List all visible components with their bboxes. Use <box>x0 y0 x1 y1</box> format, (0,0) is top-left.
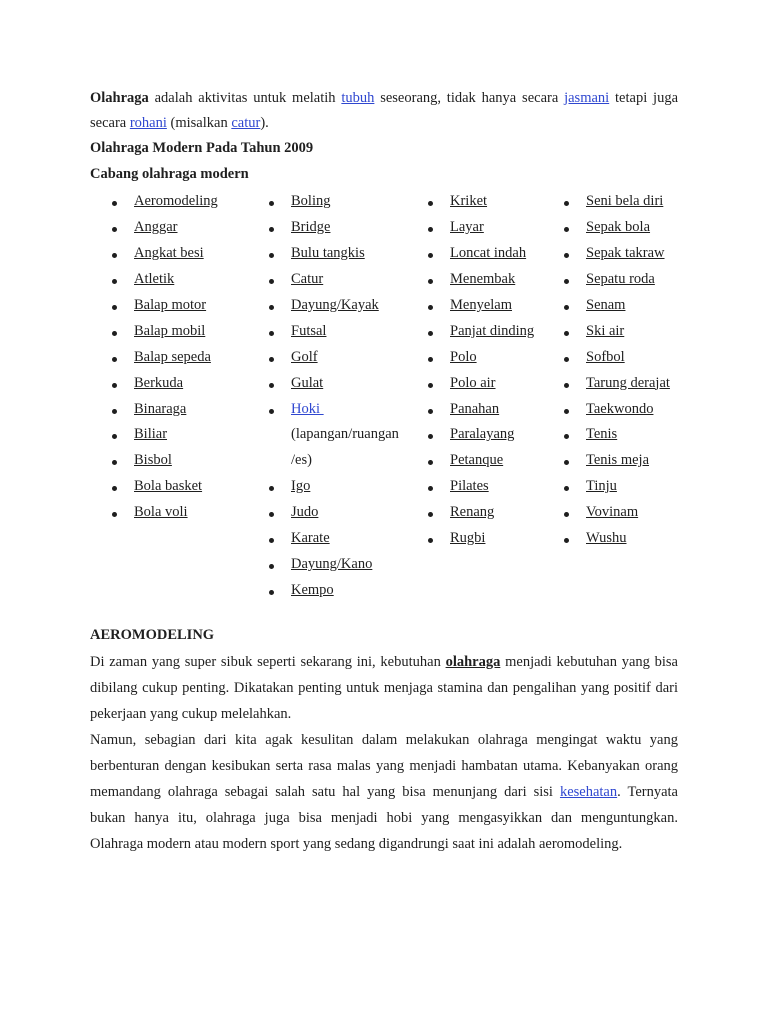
sport-list-item <box>450 526 534 552</box>
sport-link-sepatu-roda[interactable]: Sepatu roda <box>586 270 655 287</box>
sport-link-vovinam[interactable]: Vovinam <box>586 504 639 521</box>
sport-list-item <box>291 474 399 500</box>
sport-link-bola-voli[interactable]: Bola voli <box>134 504 188 521</box>
sports-column-1 <box>134 189 218 526</box>
text-run: bukan hanya itu, olahraga juga bisa menjadi hobi yang mengasyikkan dan menguntungkan. <box>90 810 678 826</box>
sport-list-item <box>134 397 218 423</box>
sport-link-menyelam[interactable]: Menyelam <box>450 296 513 313</box>
sport-list-item <box>134 189 218 215</box>
text-run: pekerjaan yang cukup melelahkan. <box>90 706 292 722</box>
sport-link-paralayang[interactable]: Paralayang <box>450 426 515 443</box>
sports-column-2 <box>291 189 399 604</box>
sport-link-biliar[interactable]: Biliar <box>134 426 168 443</box>
sport-list-item <box>586 189 670 215</box>
sport-list-item <box>291 319 399 345</box>
sport-link-balap-mobil[interactable]: Balap mobil <box>134 322 206 339</box>
bullet-dot-icon <box>428 538 433 543</box>
sport-list-item <box>586 267 670 293</box>
sport-link-gulat[interactable]: Gulat <box>291 374 324 391</box>
sport-list-item <box>450 397 534 423</box>
sport-list-item <box>586 448 670 474</box>
bullet-dot-icon <box>269 564 274 569</box>
bullet-dot-icon <box>428 512 433 517</box>
bullet-dot-icon <box>112 253 117 258</box>
text-line <box>90 805 678 831</box>
bullet-dot-icon <box>269 512 274 517</box>
sport-list-item <box>291 526 399 552</box>
text-run: berbenturan dengan kesibukan serta rasa malas yang menjadi hambatan utama. Kebanyakan orang <box>90 758 678 774</box>
sport-list-item <box>450 422 534 448</box>
text-line <box>90 111 678 136</box>
sport-list-item <box>450 189 534 215</box>
sport-list-item <box>291 552 399 578</box>
sport-list-item <box>450 448 534 474</box>
sport-link-menembak[interactable]: Menembak <box>450 270 516 287</box>
sport-link-pilates[interactable]: Pilates <box>450 478 489 495</box>
sport-list-item <box>586 293 670 319</box>
sport-link-boling[interactable]: Boling <box>291 193 331 209</box>
sport-list-item <box>134 267 218 293</box>
text-line <box>90 727 678 753</box>
sport-link-berkuda[interactable]: Berkuda <box>134 374 184 391</box>
body-paragraph <box>90 727 678 857</box>
sport-list-item <box>291 500 399 526</box>
sport-link-ski-air[interactable]: Ski air <box>586 322 625 339</box>
sport-list-item <box>586 500 670 526</box>
link-jasmani[interactable]: jasmani <box>564 90 610 106</box>
bullet-dot-icon <box>428 357 433 362</box>
sport-link-layar[interactable]: Layar <box>450 218 484 235</box>
text-run: (misalkan <box>166 115 232 131</box>
emphasized-term: olahraga <box>445 654 501 670</box>
aeromodeling-heading: AEROMODELING <box>90 627 215 643</box>
sport-link-bisbol[interactable]: Bisbol <box>134 452 172 469</box>
bullet-dot-icon <box>112 305 117 310</box>
sport-list-item <box>291 345 399 371</box>
sport-link-senam[interactable]: Senam <box>586 296 626 313</box>
bullet-dot-icon <box>428 434 433 439</box>
bullet-dot-icon <box>428 253 433 258</box>
bullet-dot-icon <box>428 305 433 310</box>
sport-link-sofbol[interactable]: Sofbol <box>586 348 625 365</box>
sport-list-item <box>291 215 399 241</box>
text-run: adalah aktivitas untuk melatih <box>148 90 342 106</box>
sport-link-aeromodeling[interactable]: Aeromodeling <box>134 193 218 209</box>
sport-link-sepak-takraw[interactable]: Sepak takraw <box>586 244 665 261</box>
bullet-dot-icon <box>428 279 433 284</box>
sport-list-item <box>586 371 670 397</box>
sport-list-item <box>134 371 218 397</box>
link-tubuh[interactable]: tubuh <box>341 90 375 106</box>
text-line <box>90 675 678 701</box>
sport-list-item <box>586 422 670 448</box>
sport-link-kempo[interactable]: Kempo <box>291 582 334 599</box>
sport-list-item <box>586 397 670 423</box>
sport-link-polo[interactable]: Polo <box>450 348 477 365</box>
sport-list-item <box>586 319 670 345</box>
text-run: tetapi juga <box>609 90 678 106</box>
link-rohani[interactable]: rohani <box>129 115 167 131</box>
bullet-dot-icon <box>564 305 569 310</box>
bullet-dot-icon <box>564 409 569 414</box>
sport-link-tenis-meja[interactable]: Tenis meja <box>586 452 650 469</box>
sport-list-item <box>291 371 399 397</box>
text-run: Namun, sebagian dari kita agak kesulitan dalam melakukan olahraga mengingat waktu yang <box>90 732 678 748</box>
sport-link-polo-air[interactable]: Polo air <box>450 374 496 391</box>
sport-list-item <box>134 293 218 319</box>
bullet-dot-icon <box>564 227 569 232</box>
sport-link-tenis[interactable]: Tenis <box>586 426 618 443</box>
sport-link-judo[interactable]: Judo <box>291 504 319 521</box>
sport-link-sepak-bola[interactable]: Sepak bola <box>586 218 651 235</box>
sport-link-anggar[interactable]: Anggar <box>134 218 178 235</box>
text-line <box>90 701 678 727</box>
sport-list-item <box>134 422 218 448</box>
sports-column-3 <box>450 189 534 552</box>
bullet-dot-icon <box>564 434 569 439</box>
bullet-dot-icon <box>428 227 433 232</box>
bullet-dot-icon <box>112 512 117 517</box>
bullet-dot-icon <box>269 409 274 414</box>
sport-link-seni-bela-diri[interactable]: Seni bela diri <box>586 193 664 209</box>
sport-link-dayung-kayak[interactable]: Dayung/Kayak <box>291 296 379 313</box>
sport-link-binaraga[interactable]: Binaraga <box>134 400 187 417</box>
sport-list-item <box>134 448 218 474</box>
bullet-dot-icon <box>564 383 569 388</box>
sport-list-item <box>134 215 218 241</box>
bullet-dot-icon <box>564 331 569 336</box>
bullet-dot-icon <box>428 331 433 336</box>
heading-modern-2009: Olahraga Modern Pada Tahun 2009 <box>90 140 314 156</box>
sport-list-item <box>134 241 218 267</box>
sport-link-bulu-tangkis[interactable]: Bulu tangkis <box>291 244 365 261</box>
bullet-dot-icon <box>112 279 117 284</box>
sport-list-item <box>586 241 670 267</box>
sport-link-wushu[interactable]: Wushu <box>586 530 627 547</box>
bullet-dot-icon <box>269 357 274 362</box>
bullet-dot-icon <box>269 486 274 491</box>
sport-link-renang[interactable]: Renang <box>450 504 495 521</box>
sport-list-item <box>450 500 534 526</box>
sport-link-taekwondo[interactable]: Taekwondo <box>586 400 654 417</box>
sport-link-igo[interactable]: Igo <box>291 478 311 495</box>
text-run: dibilang cukup penting. Dikatakan penting untuk menjaga stamina dan pengalihan yang positif dari <box>90 680 678 696</box>
sport-link-bola-basket[interactable]: Bola basket <box>134 478 203 495</box>
sport-link-catur[interactable]: Catur <box>291 270 324 287</box>
aeromodeling-body <box>90 649 678 857</box>
sport-list-item <box>450 345 534 371</box>
sport-list-item <box>134 319 218 345</box>
bullet-dot-icon <box>428 460 433 465</box>
text-line <box>90 649 678 675</box>
sport-list-item <box>291 267 399 293</box>
sport-link-karate[interactable]: Karate <box>291 530 330 547</box>
sport-list-item <box>586 526 670 552</box>
sport-note-line: (lapangan/ruangan <box>291 426 399 443</box>
sport-list-item <box>586 474 670 500</box>
bullet-dot-icon <box>428 383 433 388</box>
bold-term: Olahraga <box>90 90 149 106</box>
sport-list-item <box>450 241 534 267</box>
bullet-dot-icon <box>564 538 569 543</box>
text-line <box>90 86 678 111</box>
sport-list-item <box>450 267 534 293</box>
sport-list-item <box>291 241 399 267</box>
text-run: menjadi kebutuhan yang bisa <box>500 654 678 670</box>
sport-link-golf[interactable]: Golf <box>291 348 318 365</box>
bullet-dot-icon <box>564 201 569 206</box>
sport-link-atletik[interactable]: Atletik <box>134 270 175 287</box>
bullet-dot-icon <box>269 383 274 388</box>
sport-link-tarung-derajat[interactable]: Tarung derajat <box>586 374 670 391</box>
sport-list-item <box>134 500 218 526</box>
intro-paragraph <box>90 86 678 136</box>
sports-column-4 <box>586 189 670 552</box>
bullet-dot-icon <box>269 201 274 206</box>
bullet-dot-icon <box>112 357 117 362</box>
sport-link-angkat-besi[interactable]: Angkat besi <box>134 244 204 261</box>
sport-list-item <box>450 293 534 319</box>
bullet-dot-icon <box>112 227 117 232</box>
sport-link-rugbi[interactable]: Rugbi <box>450 530 486 547</box>
bullet-dot-icon <box>112 486 117 491</box>
sport-list-item <box>291 397 399 475</box>
bullet-dot-icon <box>112 331 117 336</box>
heading-cabang-olahraga: Cabang olahraga modern <box>90 166 249 182</box>
sport-list-item <box>291 293 399 319</box>
text-run: seseorang, tidak hanya secara <box>374 90 565 106</box>
sport-list-item <box>291 189 399 215</box>
sport-list-item <box>134 474 218 500</box>
body-paragraph <box>90 649 678 727</box>
bullet-dot-icon <box>269 227 274 232</box>
sport-list-item <box>134 345 218 371</box>
text-line <box>90 779 678 805</box>
sport-link-bridge[interactable]: Bridge <box>291 218 331 235</box>
sport-note-line: /es) <box>291 452 312 469</box>
bullet-dot-icon <box>269 279 274 284</box>
text-run: . Ternyata <box>617 784 678 800</box>
link-kesehatan[interactable]: kesehatan <box>559 784 618 800</box>
sport-link-tinju[interactable]: Tinju <box>586 478 617 495</box>
bullet-dot-icon <box>112 409 117 414</box>
sport-link-balap-sepeda[interactable]: Balap sepeda <box>134 348 211 365</box>
sport-link-balap-motor[interactable]: Balap motor <box>134 296 207 313</box>
text-line <box>90 753 678 779</box>
bullet-dot-icon <box>564 253 569 258</box>
bullet-dot-icon <box>269 305 274 310</box>
bullet-dot-icon <box>112 201 117 206</box>
text-run: Di zaman yang super sibuk seperti sekarang ini, kebutuhan <box>90 654 446 670</box>
sport-list-item <box>291 578 399 604</box>
bullet-dot-icon <box>269 253 274 258</box>
sport-link-petanque[interactable]: Petanque <box>450 452 504 469</box>
sport-link-kriket[interactable]: Kriket <box>450 193 488 209</box>
bullet-dot-icon <box>269 590 274 595</box>
bullet-dot-icon <box>112 460 117 465</box>
text-run: secara <box>90 115 130 131</box>
bullet-dot-icon <box>269 538 274 543</box>
sport-link-futsal[interactable]: Futsal <box>291 322 327 339</box>
sport-link-dayung-kano[interactable]: Dayung/Kano <box>291 556 373 573</box>
bullet-dot-icon <box>564 460 569 465</box>
sport-list-item <box>450 371 534 397</box>
bullet-dot-icon <box>428 409 433 414</box>
bullet-dot-icon <box>564 486 569 491</box>
bullet-dot-icon <box>112 434 117 439</box>
bullet-dot-icon <box>428 486 433 491</box>
sport-link-panjat-dinding[interactable]: Panjat dinding <box>450 322 535 339</box>
text-run: ). <box>260 115 269 131</box>
bullet-dot-icon <box>428 201 433 206</box>
sports-list <box>0 189 768 609</box>
sport-link-hoki[interactable]: Hoki <box>291 400 324 417</box>
bullet-dot-icon <box>269 331 274 336</box>
text-line <box>90 831 678 857</box>
text-run: Olahraga modern atau modern sport yang sedang digandrungi saat ini adalah aeromodeling. <box>90 836 623 852</box>
sport-list-item <box>586 345 670 371</box>
bullet-dot-icon <box>112 383 117 388</box>
bullet-dot-icon <box>564 279 569 284</box>
link-catur[interactable]: catur <box>231 115 261 131</box>
sport-list-item <box>450 474 534 500</box>
bullet-dot-icon <box>564 357 569 362</box>
sport-link-panahan[interactable]: Panahan <box>450 400 500 417</box>
sport-list-item <box>450 319 534 345</box>
sport-list-item <box>450 215 534 241</box>
text-run: memandang olahraga sebagai salah satu hal yang bisa menunjang dari sisi <box>90 784 560 800</box>
sport-link-loncat-indah[interactable]: Loncat indah <box>450 244 527 261</box>
bullet-dot-icon <box>564 512 569 517</box>
sport-list-item <box>586 215 670 241</box>
